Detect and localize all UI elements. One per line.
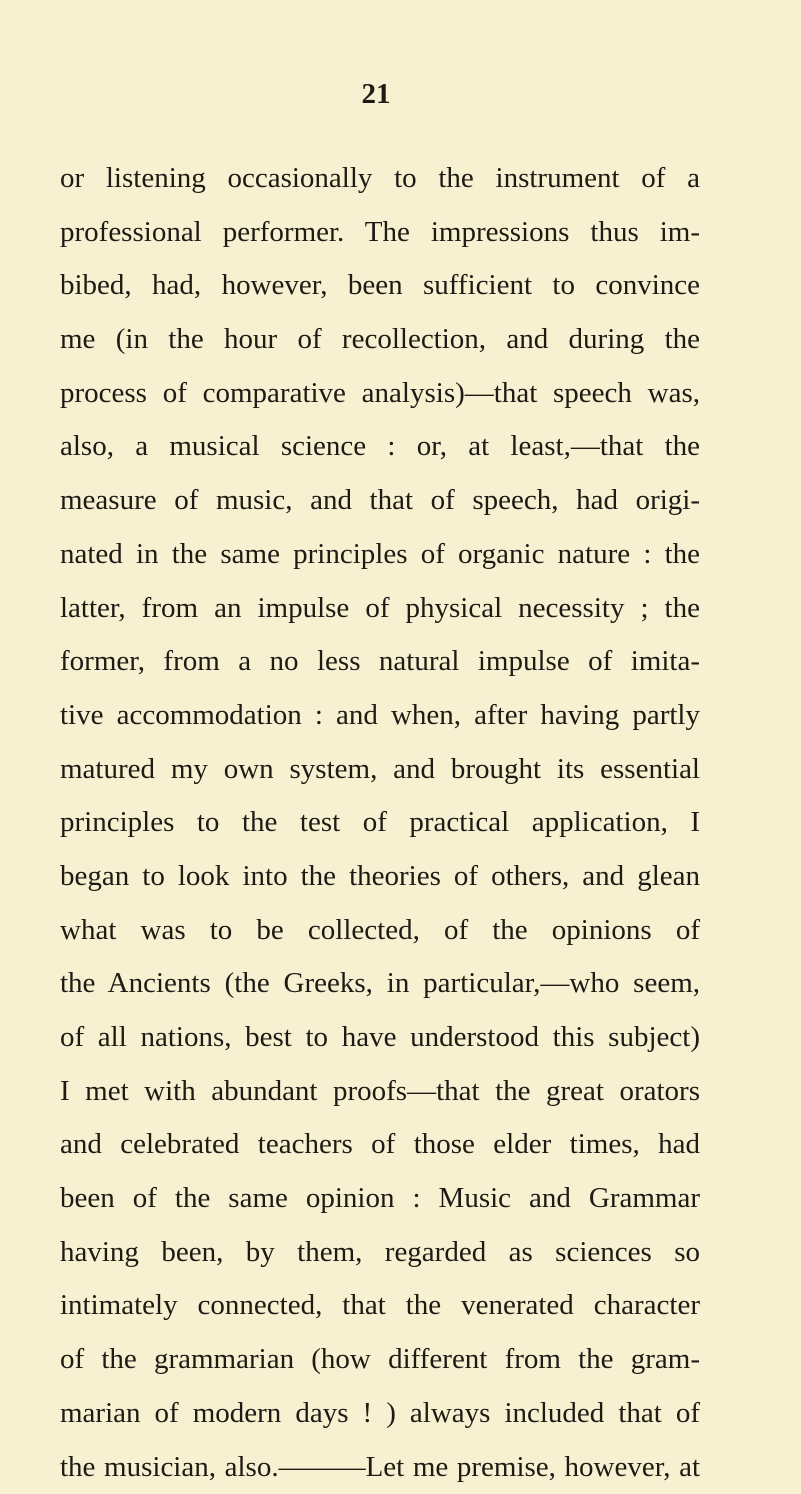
text-line: I met with abundant proofs—that the great orators [60,1065,700,1119]
text-line: professional performer. The impressions thus im- [60,206,700,260]
text-line: of the grammarian (how different from the gram- [60,1333,700,1387]
text-line: tive accommodation : and when, after having partly [60,689,700,743]
text-line: and celebrated teachers of those elder times, had [60,1118,700,1172]
text-line: the Ancients (the Greeks, in particular,—who seem, [60,957,700,1011]
text-line: what was to be collected, of the opinions of [60,904,700,958]
text-line: me (in the hour of recollection, and during the [60,313,700,367]
text-line: process of comparative analysis)—that speech was, [60,367,700,421]
text-line: having been, by them, regarded as sciences so [60,1226,700,1280]
text-line: bibed, had, however, been sufficient to convince [60,259,700,313]
body-text [60,152,700,1494]
text-line: matured my own system, and brought its essential [60,743,700,797]
text-line: of all nations, best to have understood this subject) [60,1011,700,1065]
text-line: also, a musical science : or, at least,—that the [60,420,700,474]
text-line: latter, from an impulse of physical necessity ; the [60,582,700,636]
text-line: marian of modern days ! ) always included that of [60,1387,700,1441]
text-line: nated in the same principles of organic nature : the [60,528,700,582]
text-line: principles to the test of practical application, I [60,796,700,850]
text-line: intimately connected, that the venerated character [60,1279,700,1333]
text-line: the musician, also.———Let me premise, however, at [60,1441,700,1494]
text-line: began to look into the theories of others, and glean [60,850,700,904]
text-line: or listening occasionally to the instrument of a [60,152,700,206]
page-number: 21 [356,78,396,111]
text-line: been of the same opinion : Music and Grammar [60,1172,700,1226]
text-line: measure of music, and that of speech, had origi- [60,474,700,528]
text-line: former, from a no less natural impulse of imita- [60,635,700,689]
